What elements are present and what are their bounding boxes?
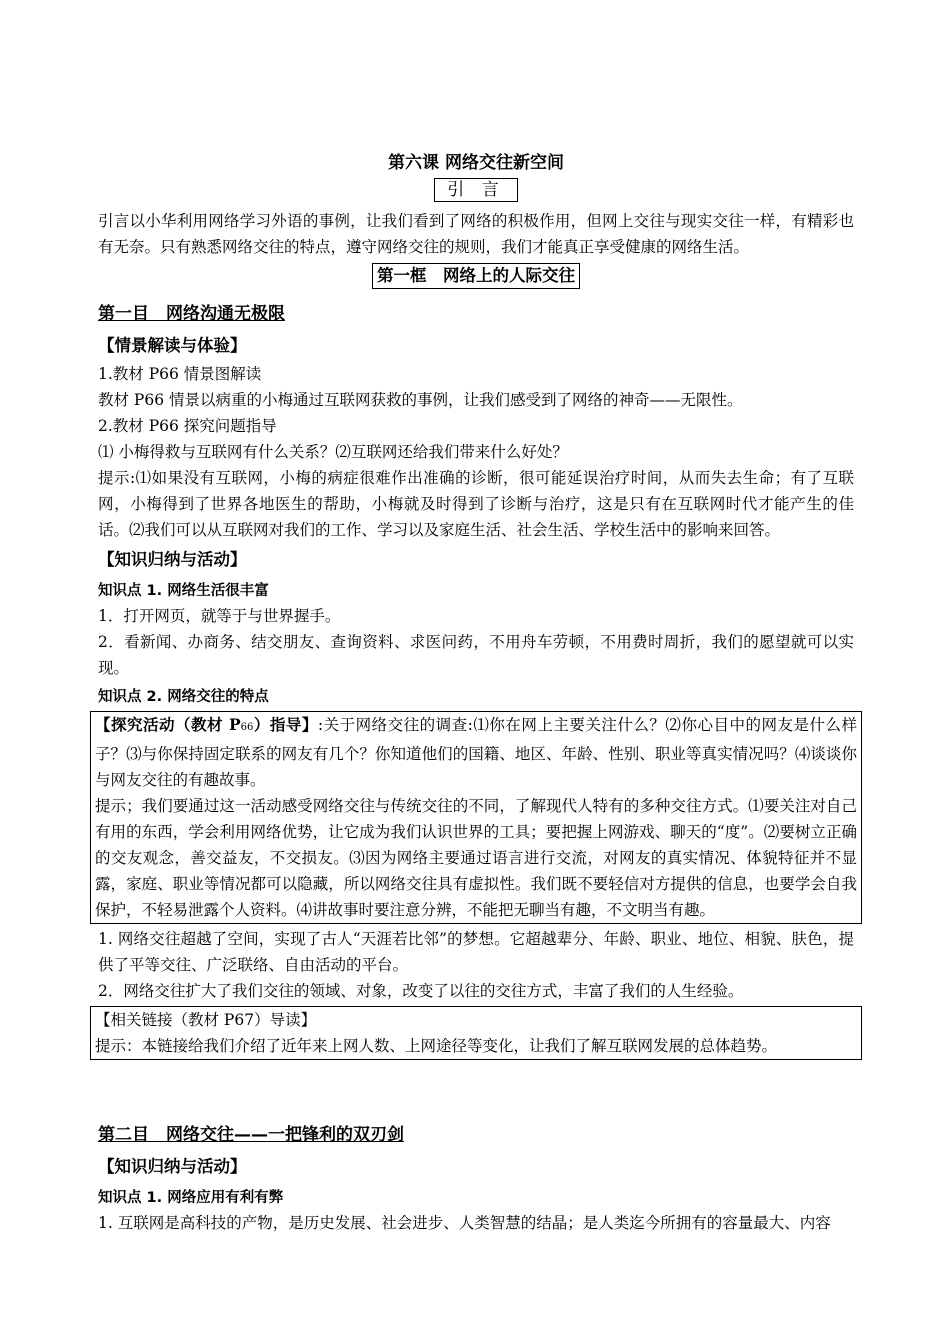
- explore-activity-box: [90, 711, 862, 924]
- kp1-title: 知识点 1. 网络生活很丰富: [98, 583, 269, 599]
- part2-kp1-text: 1. 互联网是高科技的产物，是历史发展、社会进步、人类智慧的结晶；是人类迄今所拥有的容量最大、内容: [98, 1214, 831, 1232]
- explore-activity-page: 66: [240, 722, 254, 733]
- scene-item: 2.教材 P66 探究问题指导: [98, 417, 277, 435]
- related-link-hint: 提示：本链接给我们介绍了近年来上网人数、上网途径等变化，让我们了解互联网发展的总体趋势。: [95, 1037, 778, 1055]
- scene-item: 教材 P66 情景以病重的小梅通过互联网获救的事例，让我们感受到了网络的神奇——无限性。: [98, 391, 743, 409]
- kp2-title: 知识点 2. 网络交往的特点: [98, 689, 269, 705]
- scene-heading: 【情景解读与体验】: [98, 336, 247, 355]
- explore-activity-hint: 提示；我们要通过这一活动感受网络交往与传统交往的不同，了解现代人特有的多种交往方式。⑴要关注对自己有用的东西，学会利用网络优势，让它成为我们认识世界的工具；要把握上网游戏、聊天的“度”。⑵要树立正确的交友观念，善交益友，不交损友。⑶因为网络主要通过语言进行交流，对网友的真实情况、体貌特征并不显露，家庭、职业等情况都可以隐藏，所以网络交往具有虚拟性。我们既不要轻信对方提供的信息，也要学会自我保护，不轻易泄露个人资料。⑷讲故事时要注意分辨，不能把无聊当有趣，不文明当有趣。: [95, 797, 857, 919]
- kp1-item: 2．看新闻、办商务、结交朋友、查询资料、求医问药，不用舟车劳顿，不用费时周折，我们的愿望就可以实现。: [98, 633, 854, 677]
- document-content: [95, 150, 857, 1236]
- part2-knowledge-heading: 【知识归纳与活动】: [98, 1157, 247, 1176]
- explore-activity-question: :关于网络交往的调查:⑴你在网上主要关注什么？⑵你心目中的网友是什么样子？⑶与你保持固定联系的网友有几个？你知道他们的国籍、地区、年龄、性别、职业等真实情况吗？⑷谈谈你与网友交往的有趣故事。: [95, 716, 857, 789]
- related-link-box: [90, 1006, 862, 1060]
- scene-item: 提示:⑴如果没有互联网，小梅的病症很难作出准确的诊断，很可能延误治疗时间，从而失去生命；有了互联网，小梅得到了世界各地医生的帮助，小梅就及时得到了诊断与治疗，这是只有在互联网时代才能产生的佳话。⑵我们可以从互联网对我们的工作、学习以及家庭生活、社会生活、学校生活中的影响来回答。: [98, 469, 854, 539]
- knowledge-heading: 【知识归纳与活动】: [98, 550, 247, 569]
- explore-activity-lead: 【探究活动（教材 P: [95, 715, 241, 734]
- frame-title: 第一框 网络上的人际交往: [372, 263, 580, 289]
- part1-title: 第一目 网络沟通无极限: [98, 304, 285, 324]
- kp2-item: 2．网络交往扩大了我们交往的领域、对象，改变了以往的交往方式，丰富了我们的人生经验。: [98, 982, 744, 1000]
- lesson-title: 第六课 网络交往新空间: [388, 153, 564, 173]
- explore-activity-lead-end: ）指导】: [253, 715, 318, 734]
- kp1-item: 1．打开网页，就等于与世界握手。: [98, 607, 341, 625]
- intro-text: 引言以小华利用网络学习外语的事例，让我们看到了网络的积极作用，但网上交往与现实交往一样，有精彩也有无奈。只有熟悉网络交往的特点，遵守网络交往的规则，我们才能真正享受健康的网络生活。: [98, 212, 854, 256]
- kp2-item: 1. 网络交往超越了空间，实现了古人“天涯若比邻”的梦想。它超越辈分、年龄、职业、地位、相貌、肤色，提供了平等交往、广泛联络、自由活动的平台。: [98, 930, 854, 974]
- related-link-title: 【相关链接（教材 P67）导读】: [95, 1011, 317, 1029]
- scene-item: 1.教材 P66 情景图解读: [98, 365, 262, 383]
- scene-item: ⑴ 小梅得救与互联网有什么关系？⑵互联网还给我们带来什么好处？: [98, 443, 568, 461]
- part2-title: 第二目 网络交往——一把锋利的双刃剑: [98, 1125, 404, 1145]
- intro-heading: 引 言: [434, 178, 517, 202]
- part2-kp1-title: 知识点 1. 网络应用有利有弊: [98, 1190, 284, 1206]
